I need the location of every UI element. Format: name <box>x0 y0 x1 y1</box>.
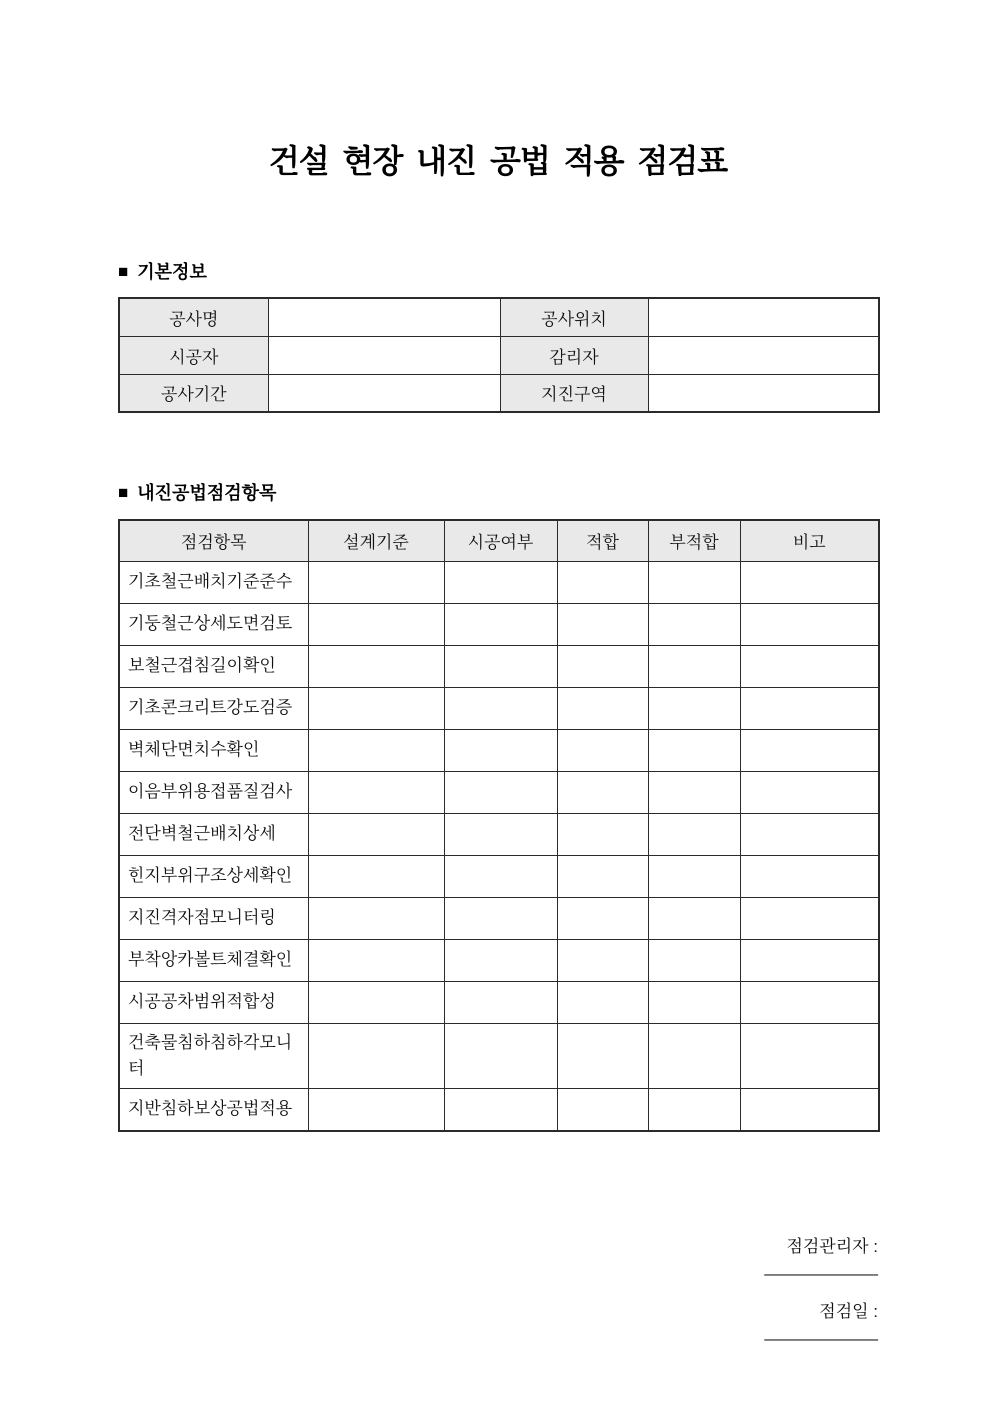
empty-cell <box>308 561 444 603</box>
empty-cell <box>308 729 444 771</box>
item-label: 지진격자점모니터링 <box>119 897 308 939</box>
item-label: 시공공차범위적합성 <box>119 981 308 1023</box>
item-label: 기둥철근상세도면검토 <box>119 603 308 645</box>
item-label: 건축물침하침하각모니터 <box>119 1023 308 1089</box>
empty-cell <box>740 729 879 771</box>
manager-label: 점검관리자 : <box>786 1236 878 1256</box>
section-bullet-icon: ■ <box>118 261 129 281</box>
empty-cell <box>308 1023 444 1089</box>
field-value-contractor <box>268 336 500 374</box>
field-label-construction-name: 공사명 <box>119 298 268 336</box>
empty-cell <box>740 855 879 897</box>
empty-cell <box>740 1089 879 1131</box>
checklist-row <box>119 561 879 603</box>
item-label: 힌지부위구조상세확인 <box>119 855 308 897</box>
empty-cell <box>740 687 879 729</box>
empty-cell <box>648 687 740 729</box>
empty-cell <box>648 561 740 603</box>
empty-cell <box>308 981 444 1023</box>
empty-cell <box>308 771 444 813</box>
section-heading-basic-info <box>118 258 878 284</box>
checklist-row <box>119 645 879 687</box>
item-label: 벽체단면치수확인 <box>119 729 308 771</box>
field-label-supervisor: 감리자 <box>500 336 648 374</box>
section-bullet-icon: ■ <box>118 482 129 502</box>
empty-cell <box>740 939 879 981</box>
empty-cell <box>648 813 740 855</box>
field-value-construction-location <box>648 298 879 336</box>
empty-cell <box>444 729 557 771</box>
column-header-fail: 부적합 <box>648 520 740 561</box>
empty-cell <box>444 1023 557 1089</box>
empty-cell <box>648 645 740 687</box>
empty-cell <box>740 1023 879 1089</box>
empty-cell <box>648 771 740 813</box>
basic-info-row <box>119 336 879 374</box>
item-label: 이음부위용접품질검사 <box>119 771 308 813</box>
section-heading-label: 기본정보 <box>137 262 207 282</box>
empty-cell <box>557 981 648 1023</box>
empty-cell <box>557 1089 648 1131</box>
field-value-construction-period <box>268 374 500 412</box>
checklist-row <box>119 981 879 1023</box>
empty-cell <box>740 561 879 603</box>
empty-cell <box>444 855 557 897</box>
empty-cell <box>308 1089 444 1131</box>
empty-cell <box>740 603 879 645</box>
empty-cell <box>444 897 557 939</box>
column-header-pass: 적합 <box>557 520 648 561</box>
empty-cell <box>648 729 740 771</box>
empty-cell <box>740 981 879 1023</box>
item-label: 기초콘크리트강도검증 <box>119 687 308 729</box>
column-header-remarks: 비고 <box>740 520 879 561</box>
field-value-construction-name <box>268 298 500 336</box>
empty-cell <box>444 813 557 855</box>
manager-blank: ____________ <box>764 1256 878 1276</box>
empty-cell <box>444 1089 557 1131</box>
empty-cell <box>444 603 557 645</box>
empty-cell <box>740 813 879 855</box>
column-header-design-standard: 설계기준 <box>308 520 444 561</box>
checklist-row <box>119 729 879 771</box>
empty-cell <box>444 687 557 729</box>
empty-cell <box>308 897 444 939</box>
field-label-seismic-zone: 지진구역 <box>500 374 648 412</box>
field-value-supervisor <box>648 336 879 374</box>
checklist-header-row <box>119 520 879 561</box>
checklist-row <box>119 939 879 981</box>
column-header-item: 점검항목 <box>119 520 308 561</box>
empty-cell <box>444 981 557 1023</box>
item-label: 지반침하보상공법적용 <box>119 1089 308 1131</box>
field-value-seismic-zone <box>648 374 879 412</box>
checklist-row <box>119 1023 879 1089</box>
empty-cell <box>557 897 648 939</box>
empty-cell <box>308 687 444 729</box>
basic-info-row <box>119 298 879 336</box>
empty-cell <box>308 603 444 645</box>
empty-cell <box>308 645 444 687</box>
signature-line <box>118 1212 878 1362</box>
empty-cell <box>740 645 879 687</box>
date-label: 점검일 : <box>819 1301 878 1321</box>
empty-cell <box>557 1023 648 1089</box>
empty-cell <box>444 771 557 813</box>
section-heading-label: 내진공법점검항목 <box>137 483 277 503</box>
checklist-row <box>119 855 879 897</box>
section-heading-checklist <box>118 479 878 505</box>
checklist-row <box>119 687 879 729</box>
checklist-row <box>119 603 879 645</box>
item-label: 보철근겹침길이확인 <box>119 645 308 687</box>
empty-cell <box>557 687 648 729</box>
empty-cell <box>444 561 557 603</box>
checklist-table <box>118 519 880 1132</box>
empty-cell <box>557 855 648 897</box>
column-header-construction-status: 시공여부 <box>444 520 557 561</box>
empty-cell <box>308 939 444 981</box>
field-label-contractor: 시공자 <box>119 336 268 374</box>
empty-cell <box>557 939 648 981</box>
checklist-row <box>119 813 879 855</box>
empty-cell <box>557 813 648 855</box>
empty-cell <box>557 603 648 645</box>
checklist-row <box>119 771 879 813</box>
empty-cell <box>308 813 444 855</box>
empty-cell <box>740 771 879 813</box>
empty-cell <box>648 1023 740 1089</box>
empty-cell <box>648 897 740 939</box>
date-blank: ____________ <box>764 1321 878 1341</box>
empty-cell <box>648 1089 740 1131</box>
item-label: 부착앙카볼트체결확인 <box>119 939 308 981</box>
page-title: 건설 현장 내진 공법 적용 점검표 <box>268 143 728 179</box>
empty-cell <box>648 939 740 981</box>
checklist-row <box>119 897 879 939</box>
empty-cell <box>740 897 879 939</box>
checklist-row <box>119 1089 879 1131</box>
empty-cell <box>557 729 648 771</box>
basic-info-row <box>119 374 879 412</box>
item-label: 전단벽철근배치상세 <box>119 813 308 855</box>
basic-info-table <box>118 297 880 413</box>
empty-cell <box>557 561 648 603</box>
empty-cell <box>648 603 740 645</box>
empty-cell <box>557 771 648 813</box>
empty-cell <box>444 939 557 981</box>
empty-cell <box>308 855 444 897</box>
empty-cell <box>648 981 740 1023</box>
empty-cell <box>444 645 557 687</box>
item-label: 기초철근배치기준준수 <box>119 561 308 603</box>
field-label-construction-period: 공사기간 <box>119 374 268 412</box>
field-label-construction-location: 공사위치 <box>500 298 648 336</box>
empty-cell <box>648 855 740 897</box>
empty-cell <box>557 645 648 687</box>
